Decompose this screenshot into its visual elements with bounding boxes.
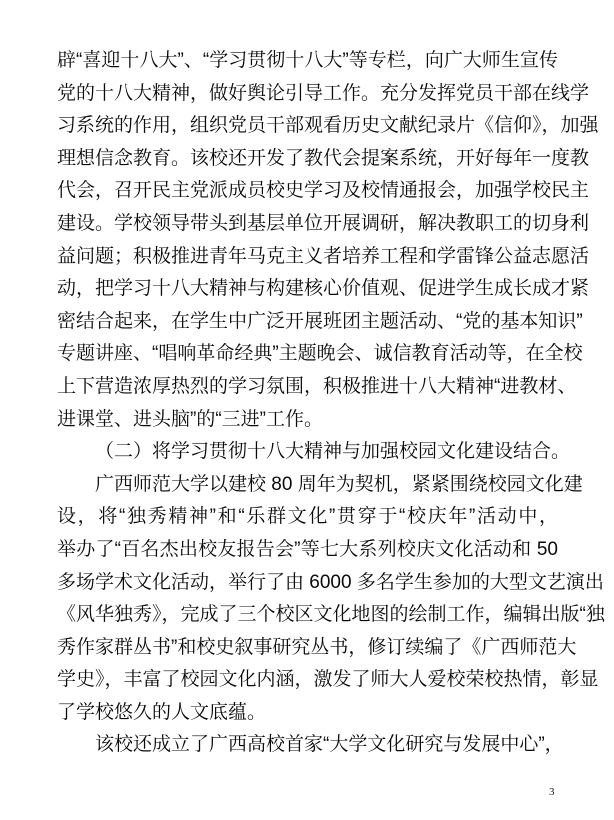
document-body	[57, 45, 605, 762]
text-line: 《风华独秀》，完成了三个校区文化地图的绘制工作，编辑出版“独	[57, 604, 605, 626]
text-line: 学史》，丰富了校园文化内涵，激发了师大人爱校荣校热情，彰显	[57, 669, 599, 691]
page-number: 3	[549, 786, 555, 798]
text-line: 党的十八大精神，做好舆论引导工作。充分发挥党员干部在线学	[57, 82, 590, 104]
text-line: 设，将“独秀精神”和“乐群文化”贯穿于“校庆年”活动中，	[57, 506, 558, 528]
text-line: 举办了“百名杰出校友报告会”等七大系列校庆文化活动和 50	[57, 538, 558, 560]
text-line: 益问题；积极推进青年马克主义者培养工程和学雷锋公益志愿活	[57, 245, 590, 267]
text-line: 了学校悠久的人文底蕴。	[57, 701, 267, 723]
text-line: 代会，召开民主党派成员校史学习及校情通报会，加强学校民主	[57, 180, 590, 202]
text-line: 理想信念教育。该校还开发了教代会提案系统，开好每年一度教	[57, 147, 590, 169]
text-line: 辟“喜迎十八大”、“学习贯彻十八大”等专栏，向广大师生宣传	[57, 50, 558, 71]
text-line: 专题讲座、“唱响革命经典”主题晚会、诚信教育活动等，在全校	[57, 343, 583, 365]
text-line: 建设。学校领导带头到基层单位开展调研，解决教职工的切身利	[57, 212, 590, 234]
text-line: 多场学术文化活动，举行了由 6000 多名学生参加的大型文艺演出	[57, 571, 604, 593]
text-line: 进课堂、进头脑”的“三进”工作。	[57, 408, 323, 430]
text-line: 上下营造浓厚热烈的学习氛围，积极推进十八大精神“进教材、	[57, 375, 577, 397]
text-line: 密结合起来，在学生中广泛开展班团主题活动、“党的基本知识”	[57, 310, 583, 332]
text-line: 广西师范大学以建校 80 周年为契机，紧紧围绕校园文化建	[95, 473, 583, 495]
text-line: 该校还成立了广西高校首家“大学文化研究与发展中心”，	[95, 734, 564, 756]
text-line: （二）将学习贯彻十八大精神与加强校园文化建设结合。	[95, 441, 571, 463]
text-line: 习系统的作用，组织党员干部观看历史文献纪录片《信仰》，加强	[57, 115, 599, 137]
text-line: 秀作家群丛书”和校史叙事研究丛书，修订续编了《广西师范大	[57, 636, 577, 658]
text-line: 动，把学习十八大精神与构建核心价值观、促进学生成长成才紧	[57, 278, 590, 300]
